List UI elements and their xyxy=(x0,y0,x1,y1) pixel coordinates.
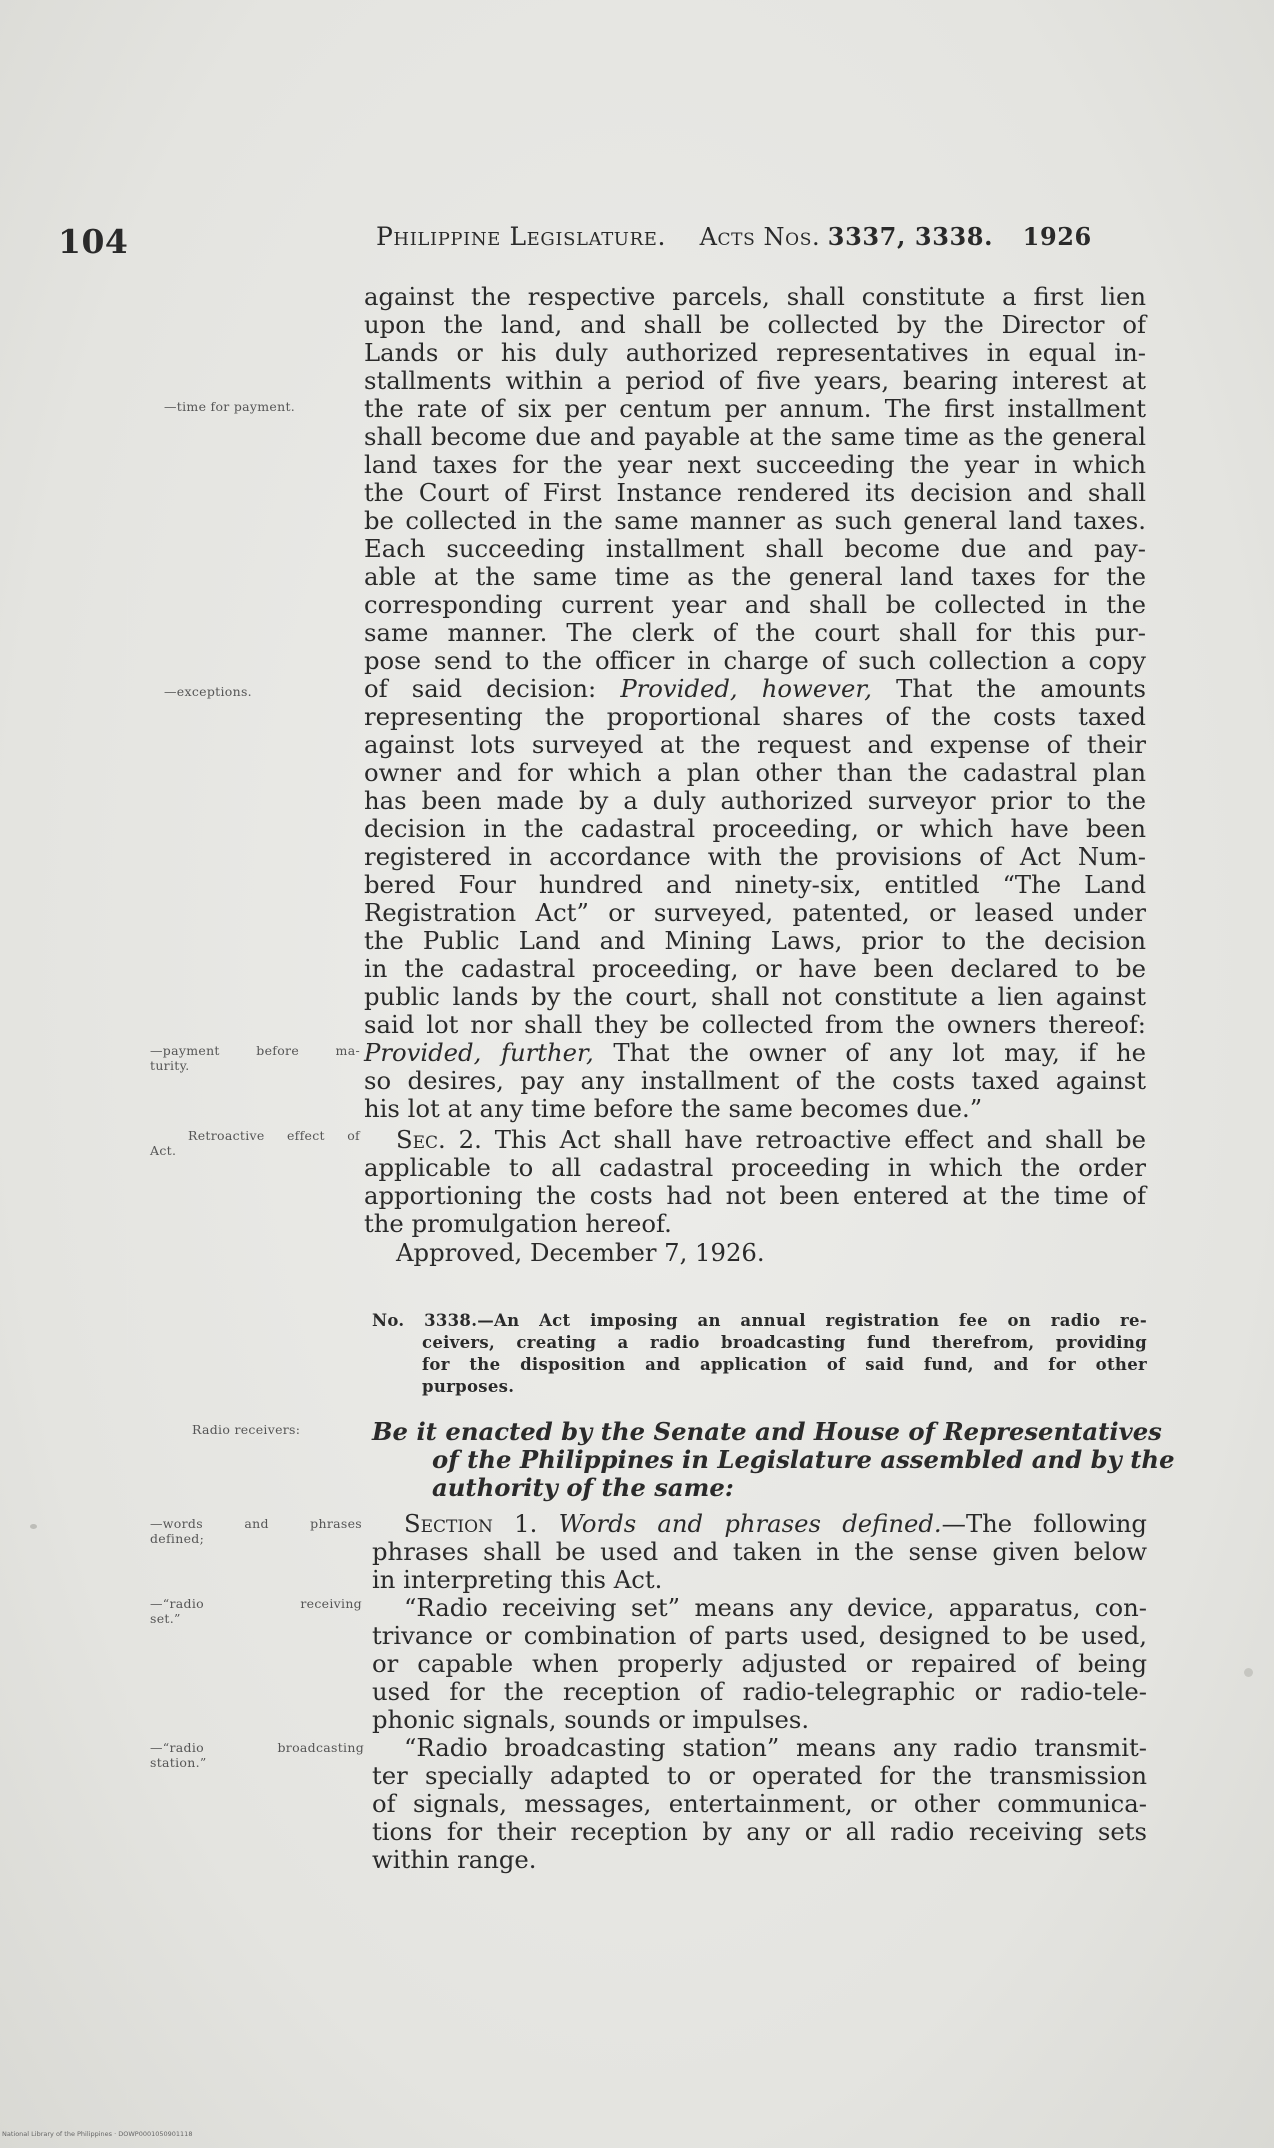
enacting-clause xyxy=(372,1417,1175,1502)
margin-note-payment-before-maturity xyxy=(150,1043,360,1073)
text-line: representing the proportional shares of the costs taxed xyxy=(364,702,1146,731)
enacting-line: of the Philippines in Legislature assembled and by the xyxy=(432,1445,1175,1474)
margin-note-line: —“radio broadcasting xyxy=(150,1740,364,1755)
margin-note-radio-broadcasting-station xyxy=(150,1740,364,1770)
margin-note-line: turity. xyxy=(150,1058,190,1073)
acts-label: Acts Nos. xyxy=(699,223,821,251)
text-fragment: That the owner of any lot may, if he xyxy=(593,1038,1146,1067)
enacting-line: authority of the same: xyxy=(432,1473,734,1502)
scan-credit: National Library of the Philippines · DOWP0001050901118 xyxy=(2,2130,193,2138)
section-1-first-line xyxy=(372,1510,1147,1538)
text-line: in interpreting this Act. xyxy=(372,1565,663,1594)
proviso-italic: Provided, further, xyxy=(364,1038,594,1067)
title-line: for the disposition and application of said fund, and for other xyxy=(422,1355,1147,1374)
margin-note-line: Retroactive effect of xyxy=(188,1128,360,1143)
text-line: against lots surveyed at the request and expense of their xyxy=(364,730,1146,759)
publication-name: Philippine Legislature. xyxy=(376,222,667,251)
page-number: 104 xyxy=(58,222,129,261)
margin-note-exceptions: —exceptions. xyxy=(164,684,252,699)
section-2-first-line xyxy=(364,1126,1146,1154)
text-line: registered in accordance with the provisions of Act Num- xyxy=(364,842,1146,871)
text-line: said lot nor shall they be collected from the owners thereof: xyxy=(364,1010,1146,1039)
text-line: the promulgation hereof. xyxy=(364,1209,672,1238)
margin-note-retroactive xyxy=(150,1128,360,1158)
text-line: applicable to all cadastral proceeding in which the order xyxy=(364,1153,1146,1182)
text-line: the Public Land and Mining Laws, prior to the decision xyxy=(364,926,1146,955)
margin-note-line: station.” xyxy=(150,1755,207,1770)
proviso-further-line xyxy=(364,1039,1146,1067)
definition-line: used for the reception of radio-telegraphic or radio-tele- xyxy=(372,1677,1147,1706)
section-label: Sec. 2. xyxy=(396,1125,482,1154)
definition-line: tions for their reception by any or all radio receiving sets xyxy=(372,1817,1147,1846)
margin-note-line: defined; xyxy=(150,1531,205,1546)
definition-line: phonic signals, sounds or impulses. xyxy=(372,1705,810,1734)
text-line: so desires, pay any installment of the costs taxed against xyxy=(364,1066,1146,1095)
margin-note-words-defined xyxy=(150,1516,362,1546)
text-line: able at the same time as the general land taxes for the xyxy=(364,562,1146,591)
text-line: Registration Act” or surveyed, patented, or leased under xyxy=(364,898,1146,927)
act-3337-continuation xyxy=(364,283,1146,1123)
definition-line: of signals, messages, entertainment, or other communica- xyxy=(372,1789,1147,1818)
section-heading: Words and phrases defined. xyxy=(537,1509,942,1538)
margin-note-line: Act. xyxy=(150,1143,177,1158)
proviso-line xyxy=(364,675,1146,703)
definition-line: “Radio receiving set” means any device, apparatus, con- xyxy=(404,1593,1147,1622)
definition-line: trivance or combination of parts used, designed to be used, xyxy=(372,1621,1147,1650)
margin-note-line: set.” xyxy=(150,1611,181,1626)
definition-line: ter specially adapted to or operated for the transmission xyxy=(372,1761,1147,1790)
title-line: ceivers, creating a radio broadcasting fund therefrom, providing xyxy=(422,1333,1147,1352)
text-line: decision in the cadastral proceeding, or which have been xyxy=(364,814,1146,843)
text-line: against the respective parcels, shall constitute a first lien xyxy=(364,282,1146,311)
header-year: 1926 xyxy=(1022,222,1092,251)
text-line: the Court of First Instance rendered its decision and shall xyxy=(364,478,1146,507)
acts-numbers: 3337, 3338. xyxy=(827,222,994,251)
enacting-line: Be it enacted by the Senate and House of Representatives xyxy=(372,1417,1162,1446)
text-line: same manner. The clerk of the court shall for this pur- xyxy=(364,618,1146,647)
section-1 xyxy=(372,1510,1147,1874)
margin-note-time-for-payment: —time for payment. xyxy=(164,399,296,414)
text-fragment: That the amounts xyxy=(872,674,1146,703)
text-line: the rate of six per centum per annum. The first installment xyxy=(364,394,1146,423)
scan-speck xyxy=(1244,1668,1253,1677)
text-fragment: This Act shall have retroactive effect and shall be xyxy=(481,1125,1146,1154)
margin-note-line: —payment before ma- xyxy=(150,1043,360,1058)
text-line: his lot at any time before the same becomes due.” xyxy=(364,1094,983,1123)
text-line: has been made by a duly authorized surveyor prior to the xyxy=(364,786,1146,815)
text-line: stallments within a period of five years, bearing interest at xyxy=(364,366,1146,395)
definition-line: within range. xyxy=(372,1845,537,1874)
text-fragment: —The following xyxy=(941,1509,1147,1538)
margin-note-radio-receiving-set xyxy=(150,1596,362,1626)
title-line: No. 3338.—An Act imposing an annual registration fee on radio re- xyxy=(372,1311,1147,1330)
text-line: corresponding current year and shall be collected in the xyxy=(364,590,1146,619)
definition-line: or capable when properly adjusted or repaired of being xyxy=(372,1649,1147,1678)
text-line: apportioning the costs had not been entered at the time of xyxy=(364,1181,1146,1210)
section-label: Section 1. xyxy=(404,1509,538,1538)
margin-note-line: —“radio receiving xyxy=(150,1596,362,1611)
text-line: Lands or his duly authorized representatives in equal in- xyxy=(364,338,1146,367)
text-line: bered Four hundred and ninety-six, entitled “The Land xyxy=(364,870,1146,899)
act-3338-title xyxy=(372,1310,1147,1398)
text-line: be collected in the same manner as such general land taxes. xyxy=(364,506,1146,535)
section-2 xyxy=(364,1126,1146,1238)
running-head xyxy=(376,222,1126,251)
text-line: shall become due and payable at the same time as the general xyxy=(364,422,1146,451)
text-line: pose send to the officer in charge of such collection a copy xyxy=(364,646,1146,675)
margin-note-radio-receivers: Radio receivers: xyxy=(192,1422,301,1437)
scan-speck xyxy=(30,1524,37,1529)
margin-note-line: —words and phrases xyxy=(150,1516,362,1531)
definition-line: “Radio broadcasting station” means any radio transmit- xyxy=(404,1733,1147,1762)
text-line: Each succeeding installment shall become due and pay- xyxy=(364,534,1146,563)
text-line: phrases shall be used and taken in the sense given below xyxy=(372,1537,1147,1566)
text-fragment: of said decision: xyxy=(364,674,621,703)
text-line: public lands by the court, shall not constitute a lien against xyxy=(364,982,1146,1011)
proviso-italic: Provided, however, xyxy=(620,674,872,703)
text-line: land taxes for the year next succeeding the year in which xyxy=(364,450,1146,479)
title-line: purposes. xyxy=(422,1377,515,1396)
approval-date: Approved, December 7, 1926. xyxy=(396,1238,765,1267)
text-line: in the cadastral proceeding, or have been declared to be xyxy=(364,954,1146,983)
text-line: upon the land, and shall be collected by the Director of xyxy=(364,310,1146,339)
text-line: owner and for which a plan other than the cadastral plan xyxy=(364,758,1146,787)
